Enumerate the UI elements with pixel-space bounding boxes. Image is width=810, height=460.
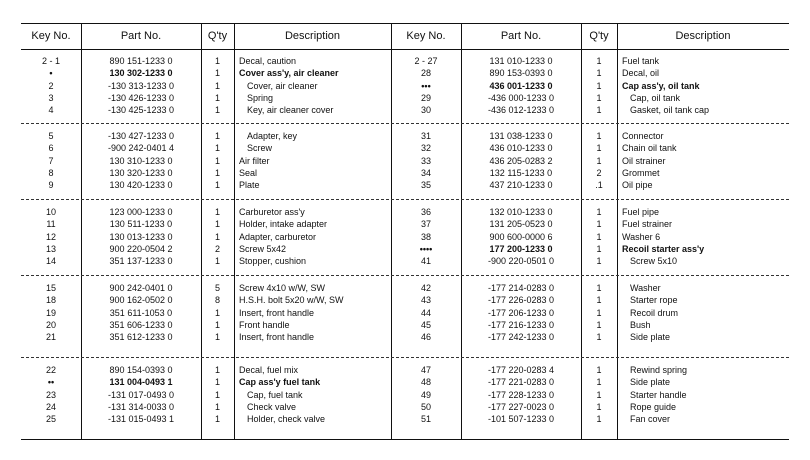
right-part-no-cell: -177 226-0283 0 [487,295,555,306]
right-part-no-cell: -177 216-1233 0 [487,319,555,330]
right-part-no-cell: -177 214-0283 0 [487,283,555,293]
left-qty-cell: 1 [214,68,220,79]
table-row [21,389,789,401]
left-part-no-cell: 351 137-1233 0 [109,256,173,267]
table-row [21,104,789,116]
left-key-no-cell: 2 - 1 [41,56,60,66]
right-part-no-cell: 132 010-1233 0 [489,207,553,217]
right-qty-cell: 1 [596,143,602,154]
right-description-cell: Fuel pipe [622,207,660,217]
left-qty-cell: 1 [214,401,220,412]
right-description-cell: Oil pipe [622,180,653,191]
left-part-no-cell: 130 310-1233 0 [109,155,173,166]
right-description-cell: Recoil drum [630,307,679,318]
left-key-no-cell: 14 [45,256,56,267]
left-key-no-cell: 6 [48,143,54,154]
group-divider [21,275,789,276]
left-part-no-cell: 900 220-0504 2 [109,243,173,254]
left-key-no-cell: 4 [48,105,54,116]
left-part-no-cell: 130 511-1233 0 [109,219,173,230]
right-part-no-cell: 900 600-0000 6 [489,231,553,242]
left-part-no-cell: -900 242-0401 4 [107,143,175,154]
left-qty-cell: 1 [214,365,220,375]
left-qty-cell: 8 [214,295,220,306]
left-key-no-cell: 25 [45,414,56,425]
left-key-no-cell: • [49,68,53,79]
left-part-no-cell: 130 320-1233 0 [109,167,173,178]
table-row [21,255,789,267]
right-description-cell: Starter rope [630,295,678,306]
left-description-cell: Carburetor ass'y [239,207,305,217]
left-key-no-cell: 5 [48,131,54,141]
right-key-no-cell: 47 [420,365,431,375]
right-qty-cell: 1 [596,319,602,330]
left-key-no-cell: 13 [45,243,56,254]
left-qty-cell: 1 [214,231,220,242]
right-qty-cell: 1 [596,92,602,103]
header-description: Description [675,30,731,42]
right-part-no-cell: 132 115-1233 0 [489,167,553,178]
right-key-no-cell: 50 [420,401,431,412]
left-qty-cell: 1 [214,167,220,178]
table-row [21,282,789,294]
right-description-cell: Side plate [630,332,671,343]
left-description-cell: Screw 4x10 w/W, SW [239,283,326,293]
table-row [21,331,789,343]
left-qty-cell: 1 [214,219,220,230]
left-part-no-cell: 890 154-0393 0 [109,365,173,375]
left-qty-cell: 1 [214,180,220,191]
left-description-cell: Check valve [247,401,297,412]
left-key-no-cell: 21 [45,332,56,343]
right-key-no-cell: 33 [420,155,431,166]
right-qty-cell: 1 [596,155,602,166]
table-row [21,167,789,179]
right-qty-cell: 1 [596,377,602,388]
right-description-cell: Bush [630,319,651,330]
left-description-cell: Spring [247,92,274,103]
left-qty-cell: 1 [214,307,220,318]
left-description-cell: Cap, fuel tank [247,389,303,400]
left-description-cell: Plate [239,180,260,191]
left-qty-cell: 1 [214,80,220,91]
right-description-cell: Chain oil tank [622,143,677,154]
right-key-no-cell: 49 [420,389,431,400]
left-description-cell: Cover ass'y, air cleaner [239,68,339,79]
right-part-no-cell: -101 507-1233 0 [487,414,555,425]
left-key-no-cell: 9 [48,180,54,191]
right-part-no-cell: 131 205-0523 0 [489,219,553,230]
right-part-no-cell: -177 221-0283 0 [487,377,555,388]
table-row [21,155,789,167]
table-row [21,243,789,255]
right-key-no-cell: 45 [420,319,431,330]
right-part-no-cell: -177 228-1233 0 [487,389,555,400]
left-qty-cell: 1 [214,319,220,330]
left-description-cell: Screw 5x42 [239,243,287,254]
left-key-no-cell: 12 [45,231,56,242]
right-key-no-cell: 38 [420,231,431,242]
left-description-cell: Decal, fuel mix [239,365,299,375]
right-part-no-cell: -177 206-1233 0 [487,307,555,318]
right-qty-cell: 1 [596,68,602,79]
header-part-no: Part No. [120,30,162,42]
left-description-cell: Insert, front handle [239,307,315,318]
table-row [21,294,789,306]
left-part-no-cell: 351 606-1233 0 [109,319,173,330]
right-part-no-cell: 131 010-1233 0 [489,56,553,66]
table-row [21,401,789,413]
left-part-no-cell: -130 426-1233 0 [107,92,175,103]
header-key-no: Key No. [31,30,71,42]
left-qty-cell: 1 [214,155,220,166]
left-key-no-cell: 19 [45,307,56,318]
right-key-no-cell: 37 [420,219,431,230]
right-key-no-cell: •••• [419,243,433,254]
left-qty-cell: 5 [214,283,220,293]
left-description-cell: Decal, caution [239,56,297,66]
right-qty-cell: .1 [595,180,603,191]
right-key-no-cell: 48 [420,377,431,388]
table-row [21,179,789,191]
group-divider [21,199,789,200]
right-key-no-cell: 42 [420,283,431,293]
right-key-no-cell: 2 - 27 [414,56,438,66]
right-key-no-cell: ••• [421,80,431,91]
left-key-no-cell: 11 [46,219,56,230]
right-description-cell: Washer [630,283,661,293]
table-row [21,80,789,92]
left-part-no-cell: 351 612-1233 0 [109,332,173,343]
right-key-no-cell: 46 [420,332,431,343]
left-part-no-cell: -130 425-1233 0 [107,105,175,116]
table-row [21,206,789,218]
right-key-no-cell: 36 [420,207,431,217]
right-key-no-cell: 51 [420,414,431,425]
left-qty-cell: 1 [214,207,220,217]
right-qty-cell: 1 [596,365,602,375]
table-row [21,376,789,388]
left-part-no-cell: 123 000-1233 0 [109,207,173,217]
left-qty-cell: 1 [214,332,220,343]
left-part-no-cell: 130 013-1233 0 [109,231,173,242]
left-key-no-cell: •• [47,377,55,388]
right-part-no-cell: 131 038-1233 0 [489,131,553,141]
table-row [21,67,789,79]
right-part-no-cell: -900 220-0501 0 [487,256,555,267]
right-part-no-cell: -436 000-1233 0 [487,92,555,103]
right-description-cell: Fan cover [630,414,671,425]
right-key-no-cell: 29 [420,92,431,103]
left-description-cell: Holder, intake adapter [239,219,328,230]
left-qty-cell: 1 [214,105,220,116]
right-part-no-cell: 436 001-1233 0 [489,80,553,91]
right-part-no-cell: -177 242-1233 0 [487,332,555,343]
left-part-no-cell: -130 313-1233 0 [107,80,175,91]
left-part-no-cell: 890 151-1233 0 [109,56,173,66]
right-description-cell: Rope guide [630,401,677,412]
left-key-no-cell: 20 [45,319,56,330]
left-key-no-cell: 8 [48,167,54,178]
right-key-no-cell: 31 [420,131,431,141]
left-description-cell: Screw [247,143,273,154]
right-qty-cell: 1 [596,283,602,293]
right-description-cell: Connector [622,131,664,141]
right-qty-cell: 1 [596,219,602,230]
group-divider [21,357,789,358]
left-qty-cell: 1 [214,414,220,425]
right-part-no-cell: -436 012-1233 0 [487,105,555,116]
table-row [21,413,789,425]
right-qty-cell: 1 [596,414,602,425]
right-qty-cell: 1 [596,243,602,254]
left-part-no-cell: 130 420-1233 0 [109,180,173,191]
right-description-cell: Washer 6 [622,231,661,242]
left-key-no-cell: 10 [45,207,56,217]
right-description-cell: Gasket, oil tank cap [630,105,710,116]
left-qty-cell: 1 [214,256,220,267]
right-qty-cell: 1 [596,389,602,400]
right-qty-cell: 1 [596,231,602,242]
right-key-no-cell: 35 [420,180,431,191]
table-bottom-rule [21,439,789,440]
right-description-cell: Fuel strainer [622,219,673,230]
right-part-no-cell: 890 153-0393 0 [489,68,553,79]
right-description-cell: Decal, oil [622,68,660,79]
right-key-no-cell: 32 [420,143,431,154]
left-part-no-cell: -131 015-0493 1 [107,414,175,425]
right-key-no-cell: 34 [420,167,431,178]
header-key-no: Key No. [406,30,446,42]
left-description-cell: Adapter, key [247,131,298,141]
left-part-no-cell: 900 242-0401 0 [109,283,173,293]
right-part-no-cell: 177 200-1233 0 [489,243,553,254]
right-part-no-cell: -177 220-0283 4 [487,365,555,375]
right-qty-cell: 1 [596,207,602,217]
right-part-no-cell: 436 205-0283 2 [489,155,553,166]
table-row [21,92,789,104]
left-part-no-cell: 130 302-1233 0 [109,68,173,79]
left-qty-cell: 1 [214,131,220,141]
left-part-no-cell: -130 427-1233 0 [107,131,175,141]
left-qty-cell: 1 [214,389,220,400]
left-qty-cell: 1 [214,377,220,388]
table-row [21,319,789,331]
table-row [21,231,789,243]
table-row [21,55,789,67]
right-key-no-cell: 44 [420,307,431,318]
right-qty-cell: 1 [596,80,602,91]
left-part-no-cell: 900 162-0502 0 [109,295,173,306]
left-qty-cell: 2 [214,243,220,254]
left-description-cell: Adapter, carburetor [239,231,317,242]
left-qty-cell: 1 [214,143,220,154]
left-part-no-cell: 131 004-0493 1 [109,377,173,388]
left-part-no-cell: -131 314-0033 0 [107,401,175,412]
table-row [21,130,789,142]
right-part-no-cell: 436 010-1233 0 [489,143,553,154]
right-description-cell: Screw 5x10 [630,256,678,267]
right-description-cell: Recoil starter ass'y [622,243,705,254]
left-key-no-cell: 18 [45,295,56,306]
left-qty-cell: 1 [214,56,220,66]
left-description-cell: Front handle [239,319,290,330]
left-part-no-cell: 351 611-1053 0 [109,307,173,318]
left-key-no-cell: 3 [48,92,54,103]
right-qty-cell: 1 [596,401,602,412]
header-qty: Q'ty [589,30,609,42]
header-qty: Q'ty [207,30,228,42]
group-divider [21,123,789,124]
table-top-rule [21,23,789,24]
left-description-cell: Air filter [239,155,270,166]
right-qty-cell: 1 [596,105,602,116]
right-qty-cell: 2 [596,167,602,178]
right-qty-cell: 1 [596,332,602,343]
left-key-no-cell: 23 [45,389,56,400]
right-part-no-cell: 437 210-1233 0 [489,180,553,191]
right-qty-cell: 1 [596,56,602,66]
header-part-no: Part No. [500,30,542,42]
left-description-cell: Cap ass'y fuel tank [239,377,321,388]
right-part-no-cell: -177 227-0023 0 [487,401,555,412]
left-key-no-cell: 2 [48,80,54,91]
left-key-no-cell: 15 [45,283,56,293]
left-part-no-cell: -131 017-0493 0 [107,389,175,400]
left-description-cell: Stopper, cushion [239,256,307,267]
right-key-no-cell: 41 [420,256,431,267]
left-description-cell: H.S.H. bolt 5x20 w/W, SW [239,295,344,306]
right-description-cell: Fuel tank [622,56,660,66]
right-description-cell: Oil strainer [622,155,666,166]
left-description-cell: Seal [239,167,258,178]
right-key-no-cell: 30 [420,105,431,116]
right-description-cell: Rewind spring [630,365,688,375]
left-key-no-cell: 22 [45,365,56,375]
right-description-cell: Cap, oil tank [630,92,681,103]
right-qty-cell: 1 [596,307,602,318]
left-description-cell: Key, air cleaner cover [247,105,334,116]
table-row [21,218,789,230]
right-description-cell: Grommet [622,167,660,178]
header-rule [21,49,789,50]
right-qty-cell: 1 [596,295,602,306]
left-key-no-cell: 7 [48,155,54,166]
left-qty-cell: 1 [214,92,220,103]
right-qty-cell: 1 [596,256,602,267]
header-description: Description [284,30,341,42]
left-description-cell: Cover, air cleaner [247,80,318,91]
right-description-cell: Cap ass'y, oil tank [622,80,700,91]
left-description-cell: Insert, front handle [239,332,315,343]
right-description-cell: Starter handle [630,389,687,400]
table-row [21,142,789,154]
right-description-cell: Side plate [630,377,671,388]
left-key-no-cell: 24 [45,401,56,412]
left-description-cell: Holder, check valve [247,414,326,425]
right-qty-cell: 1 [596,131,602,141]
right-key-no-cell: 43 [420,295,431,306]
right-key-no-cell: 28 [420,68,431,79]
table-row [21,307,789,319]
table-row [21,364,789,376]
